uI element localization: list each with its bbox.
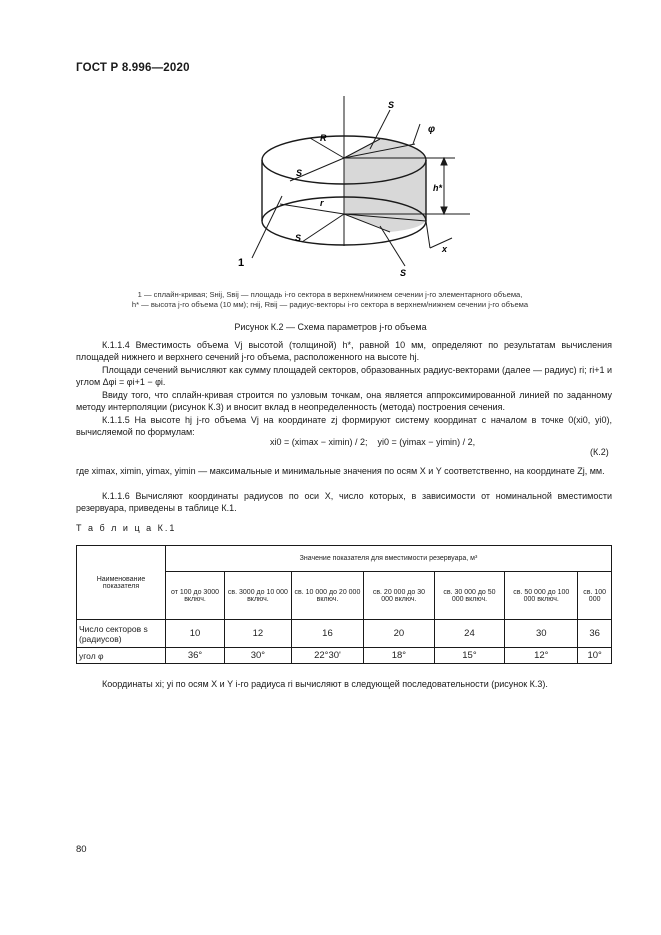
paragraph-k1-1-4: К.1.1.4 Вместимость объема Vj высотой (толщиной) h*, равной 10 мм, определяют по результатам вычисления площадей нижнего и верхнего сечений j-го объема, расположенного на высоте hj. bbox=[76, 340, 612, 363]
table-row bbox=[77, 648, 612, 664]
r-label: R bbox=[320, 133, 327, 143]
table-cell: 30 bbox=[505, 620, 578, 648]
table-cell: 16 bbox=[291, 620, 363, 648]
document-header: ГОСТ Р 8.996—2020 bbox=[76, 62, 190, 74]
formula-number: (К.2) bbox=[590, 447, 609, 457]
phi-label: φ bbox=[428, 124, 436, 135]
xy-label: x bbox=[442, 244, 448, 254]
paragraph-spline: Ввиду того, что сплайн-кривая строится по узловым точкам, она является аппроксимированной линией по заданному методу интерполяции (рисунок К.3) и вносит вклад в неопределенность (метода) построения сечения. bbox=[76, 390, 612, 413]
shaded-sector bbox=[344, 139, 426, 232]
s-bottom-label: S bbox=[400, 268, 407, 278]
table-row-name: Число секторов s (радиусов) bbox=[77, 620, 166, 648]
formula-x: xi0 = (ximax − ximin) / 2; bbox=[270, 437, 368, 447]
table-column-header: св. 50 000 до 100 000 включ. bbox=[505, 572, 578, 620]
cylinder-diagram bbox=[230, 86, 470, 286]
table-title: Т а б л и ц а К.1 bbox=[76, 523, 177, 533]
table-column-header: св. 3000 до 10 000 включ. bbox=[225, 572, 292, 620]
table-cell: 18° bbox=[364, 648, 435, 664]
table-column-header: св. 10 000 до 20 000 включ. bbox=[291, 572, 363, 620]
figure-legend-line-1: 1 — сплайн-кривая; Sнij, Sвij — площадь i-го сектора в верхнем/нижнем сечении j-го элементарного объема, bbox=[137, 290, 523, 299]
paragraph-k1-1-5: К.1.1.5 На высоте hj j-го объема Vj на координате zj формируют систему координат с началом в точке 0(xi0, yi0), вычисляемой по формулам: bbox=[76, 415, 612, 438]
table-cell: 30° bbox=[225, 648, 292, 664]
table-cell: 12° bbox=[505, 648, 578, 664]
sj-bottom-label: S bbox=[295, 233, 302, 243]
table-group-header: Значение показателя для вместимости резервуара, м³ bbox=[166, 546, 612, 572]
sj-top-label: S bbox=[296, 168, 303, 178]
table-cell: 24 bbox=[434, 620, 505, 648]
h-label: h* bbox=[433, 183, 442, 193]
table-cell: 36° bbox=[166, 648, 225, 664]
cylinder-shape bbox=[252, 96, 470, 266]
table-column-header: св. 30 000 до 50 000 включ. bbox=[434, 572, 505, 620]
table-name-header: Наименование показателя bbox=[77, 546, 166, 620]
callout-1: 1 bbox=[238, 257, 245, 269]
formula-k2 bbox=[270, 437, 475, 447]
r-small-label: r bbox=[320, 198, 324, 208]
table-cell: 36 bbox=[578, 620, 612, 648]
s-top-label: S bbox=[388, 100, 395, 110]
table-cell: 10 bbox=[166, 620, 225, 648]
table-column-header: от 100 до 3000 включ. bbox=[166, 572, 225, 620]
table-cell: 12 bbox=[225, 620, 292, 648]
table-cell: 22°30' bbox=[291, 648, 363, 664]
table-cell: 10° bbox=[578, 648, 612, 664]
paragraph-k1-1-6: К.1.1.6 Вычисляют координаты радиусов по оси X, число которых, в зависимости от номинальной вместимости резервуара, приведены в таблице К.1. bbox=[76, 491, 612, 514]
table-cell: 20 bbox=[364, 620, 435, 648]
table-k1 bbox=[76, 545, 612, 664]
formula-y: yi0 = (yimax − yimin) / 2, bbox=[377, 437, 476, 447]
table-cell: 15° bbox=[434, 648, 505, 664]
paragraph-sections: Площади сечений вычисляют как сумму площадей секторов, образованных радиус-векторами (далее — радиус) ri; ri+1 и углом Δφi = φi+1 − φi. bbox=[76, 365, 612, 388]
page-number: 80 bbox=[76, 844, 87, 855]
paragraph-coordinates: Координаты xi; yi по осям X и Y i-го радиуса ri вычисляют в следующей последовательности (рисунок К.3). bbox=[102, 679, 548, 689]
table-column-header: св. 100 000 bbox=[578, 572, 612, 620]
table-row-name: угол φ bbox=[77, 648, 166, 664]
figure-caption: Рисунок К.2 — Схема параметров j-го объема bbox=[234, 322, 427, 332]
paragraph-where: где ximax, ximin, yimax, yimin — максимальные и минимальные значения по осям X и Y соответственно, на координате Zj, мм. bbox=[76, 466, 605, 476]
table-column-header: св. 20 000 до 30 000 включ. bbox=[364, 572, 435, 620]
table-row bbox=[77, 620, 612, 648]
figure-legend-line-2: h* — высота j-го объема (10 мм); rнij, Rвij — радиус-векторы i-го сектора в верхнем/нижнем сечении j-го объема bbox=[131, 300, 529, 309]
